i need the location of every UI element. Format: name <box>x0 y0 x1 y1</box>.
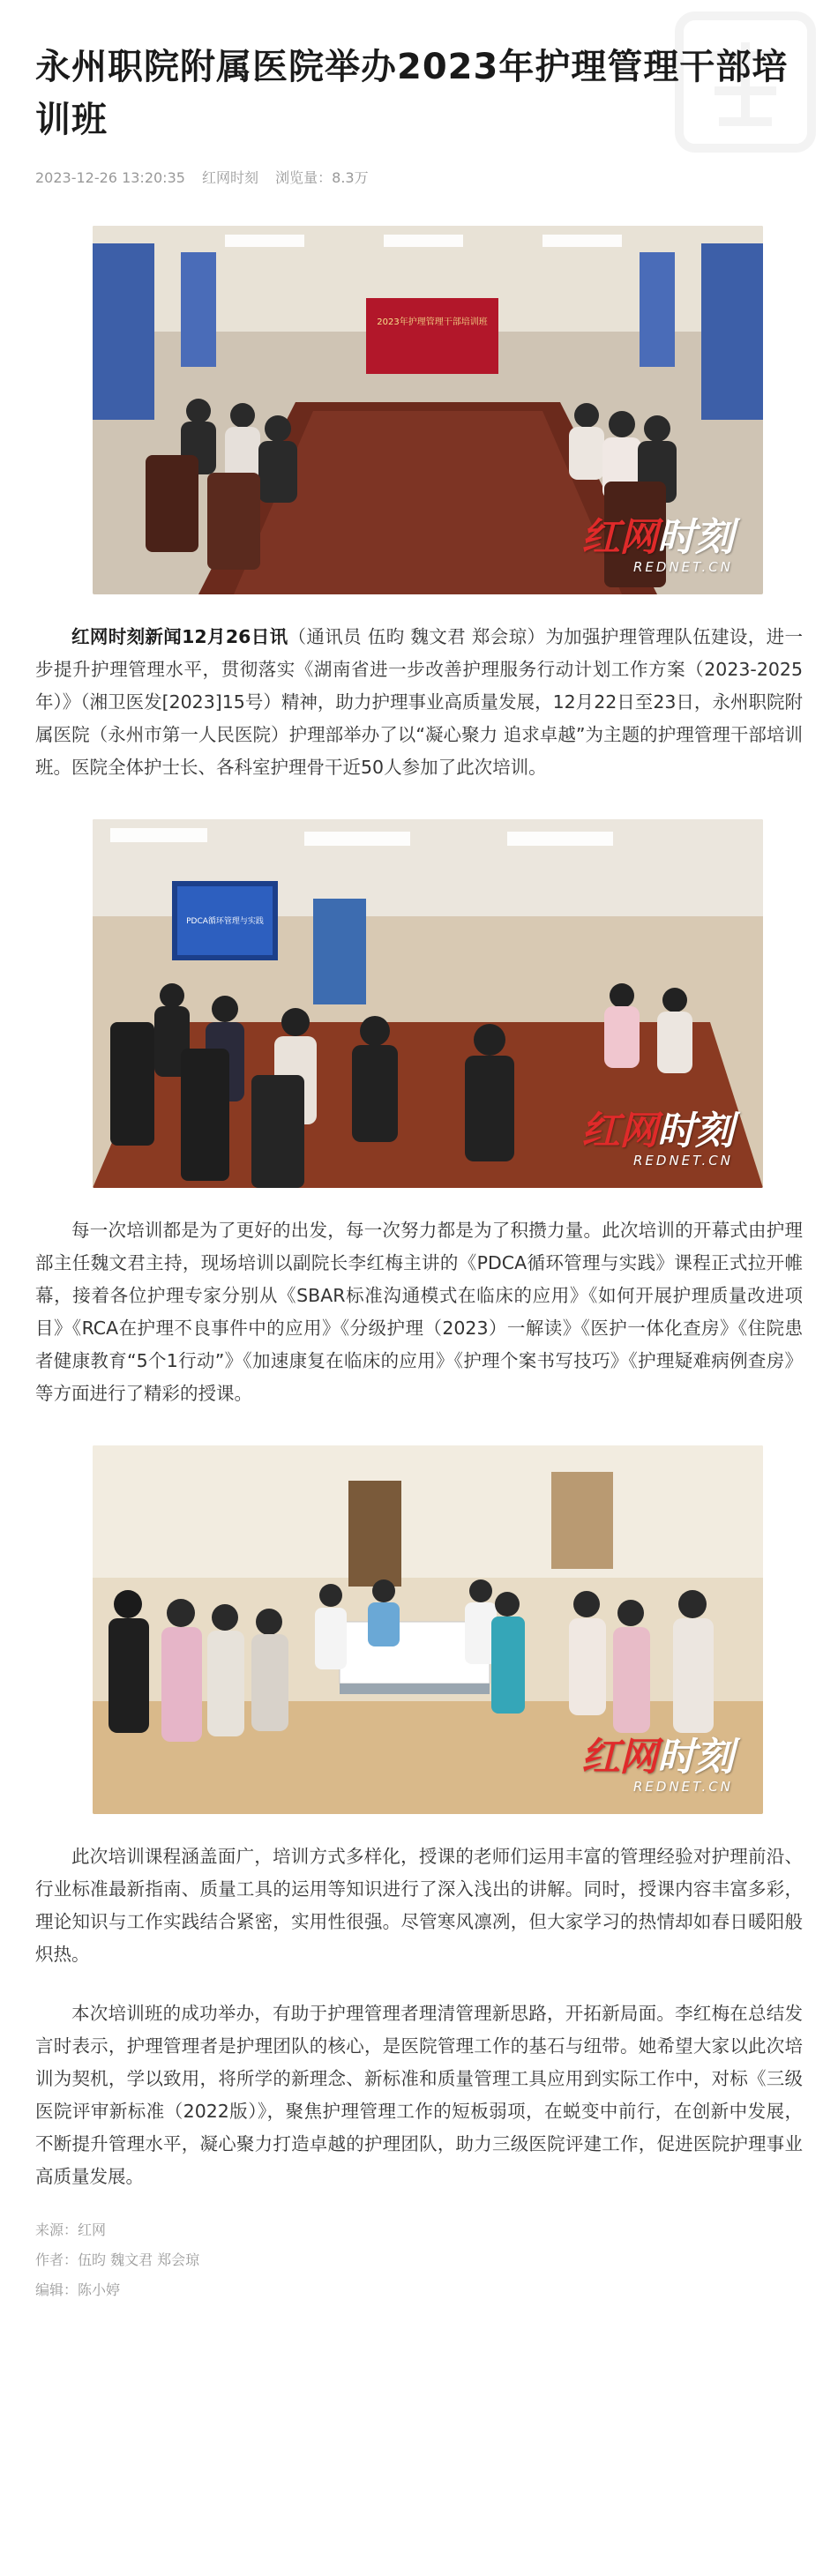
paragraph-1 <box>35 621 803 784</box>
rednet-watermark <box>581 515 733 575</box>
paragraph-1-body: （通讯员 伍昀 魏文君 郑会琼）为加强护理管理队伍建设，进一步提升护理管理水平，贯彻落实《湖南省进一步改善护理服务行动计划工作方案（2023-2025年）》（湘卫医发[2023]15号）精神，助力护理事业高质量发展，12月22日至23日，永州职院附属医院（永州市第一人民医院）护理部举办了以“凝心聚力 追求卓越”为主题的护理管理干部培训班。医院全体护士长、各科室护理骨干近50人参加了此次培训。 <box>35 626 803 778</box>
paragraph-3: 此次培训课程涵盖面广，培训方式多样化，授课的老师们运用丰富的管理经验对护理前沿、行业标准最新指南、质量工具的运用等知识进行了深入浅出的讲解。同时，授课内容丰富多彩，理论知识与工作实践结合紧密，实用性很强。尽管寒风凛冽，但大家学习的热情却如春日暖阳般炽热。 <box>35 1846 803 1965</box>
footer-editor: 编辑：陈小婷 <box>35 2281 121 2298</box>
rednet-watermark-2 <box>581 1109 733 1169</box>
article-image-2 <box>93 819 763 1188</box>
rednet-logo-sub: REDNET.CN <box>633 559 733 575</box>
rednet-logo-text-2: 红网时刻 <box>581 1109 733 1154</box>
footer-author: 作者：伍昀 魏文君 郑会琼 <box>35 2251 200 2268</box>
article-meta <box>35 168 803 189</box>
article-image-1 <box>93 226 763 594</box>
article-image-3 <box>93 1445 763 1814</box>
rednet-logo-text-3: 红网时刻 <box>581 1735 733 1780</box>
dateline: 红网时刻新闻12月26日讯 <box>71 626 288 647</box>
article <box>35 0 803 2301</box>
screen-title: 2023年护理管理干部培训班 <box>377 317 488 327</box>
rednet-logo-text: 红网时刻 <box>581 515 733 560</box>
article-footer <box>35 2220 803 2301</box>
article-title: 永州职院附属医院举办2023年护理管理干部培训班 <box>35 47 789 140</box>
rednet-watermark-3 <box>581 1735 733 1795</box>
screen-title-2: PDCA循环管理与实践 <box>186 917 264 926</box>
footer-source: 来源：红网 <box>35 2221 107 2238</box>
source-label: 红网时刻 <box>202 169 259 186</box>
paragraph-2: 每一次培训都是为了更好的出发，每一次努力都是为了积攒力量。此次培训的开幕式由护理部主任魏文君主持，现场培训以副院长李红梅主讲的《PDCA循环管理与实践》课程正式拉开帷幕，接着各位护理专家分别从《SBAR标准沟通模式在临床的应用》《如何开展护理质量改进项目》《RCA在护理不良事件中的应用》《分级护理（2023）一解读》《医护一体化查房》《住院患者健康教育“5个1行动”》《加速康复在临床的应用》《护理个案书写技巧》《护理疑难病例查房》等方面进行了精彩的授课。 <box>35 1220 803 1404</box>
rednet-logo-sub-2: REDNET.CN <box>633 1153 733 1169</box>
view-count: 浏览量：8.3万 <box>275 169 369 186</box>
publish-datetime: 2023-12-26 13:20:35 <box>35 169 185 186</box>
rednet-logo-sub-3: REDNET.CN <box>633 1779 733 1795</box>
paragraph-4: 本次培训班的成功举办，有助于护理管理者理清管理新思路，开拓新局面。李红梅在总结发言时表示，护理管理者是护理团队的核心，是医院管理工作的基石与纽带。她希望大家以此次培训为契机，学以致用，将所学的新理念、新标准和质量管理工具应用到实际工作中，对标《三级医院评审新标准（2022版）》，聚焦护理管理工作的短板弱项，在蜕变中前行，在创新中发展，不断提升管理水平，凝心聚力打造卓越的护理团队，助力三级医院评建工作，促进医院护理事业高质量发展。 <box>35 2003 803 2187</box>
